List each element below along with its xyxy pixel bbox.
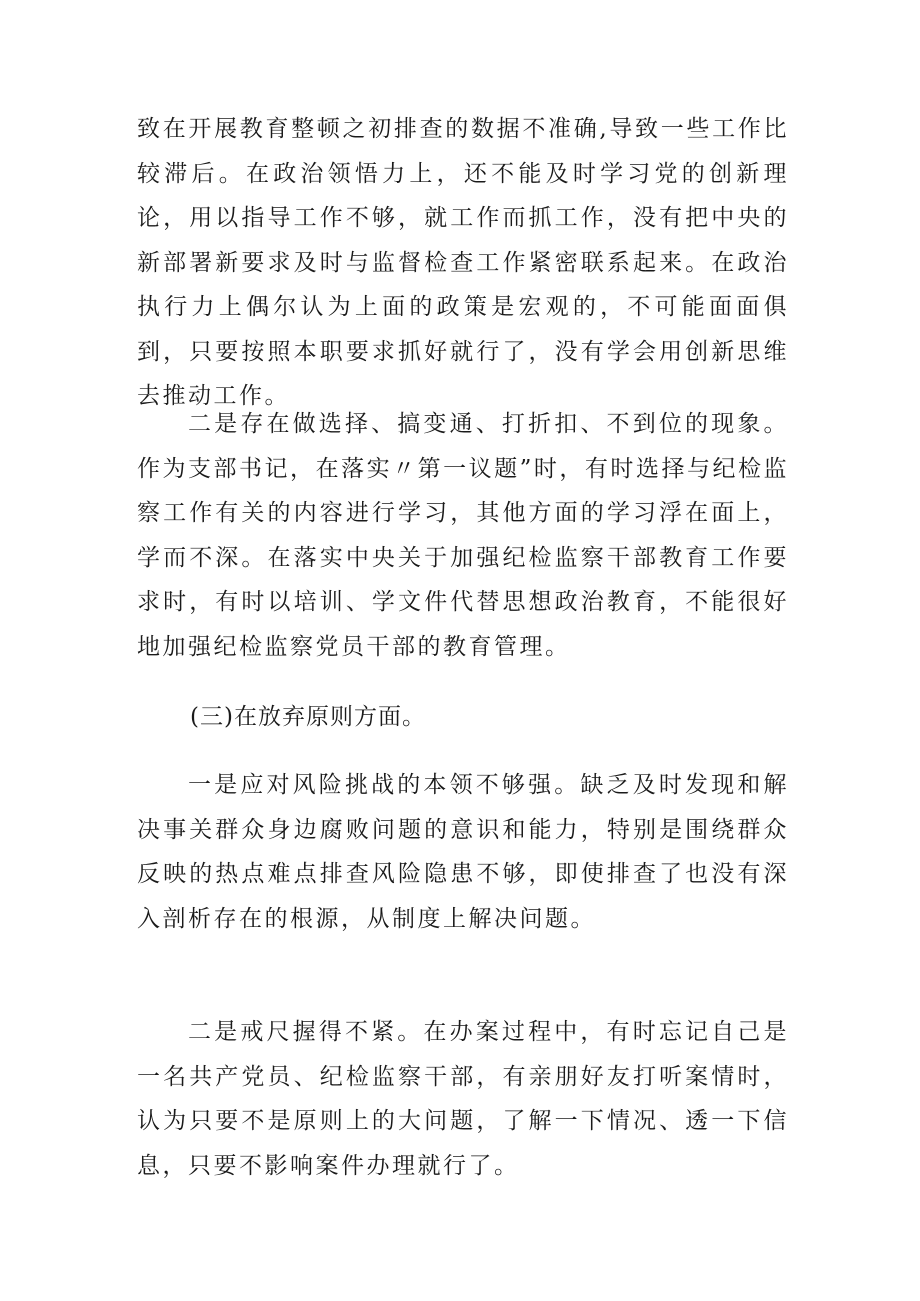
paragraph-risk-handling: 一是应对风险挑战的本领不够强。缺乏及时发现和解决事关群众身边腐败问题的意识和能力，特别是围绕群众反映的热点难点排查风险隐患不够，即使排查了也没有深入剖析存在的根源，从制度上解决问题。: [137, 772, 789, 932]
paragraph-selective-implementation: 二是存在做选择、搞变通、打折扣、不到位的现象。作为支部书记，在落实〃第一议题”时，有时选择与纪检监察工作有关的内容进行学习，其他方面的学习浮在面上，学而不深。在落实中央关于加强纪检监察干部教育工作要求时，有时以培训、学文件代替思想政治教育，不能很好地加强纪检监察党员干部的教育管理。: [137, 411, 789, 660]
paragraph-political-understanding: 致在开展教育整顿之初排查的数据不准确,导致一些工作比较滞后。在政治领悟力上，还不能及时学习党的创新理论，用以指导工作不够，就工作而抓工作，没有把中央的新部署新要求及时与监督检查工作紧密联系起来。在政治执行力上偶尔认为上面的政策是宏观的，不可能面面俱到，只要按照本职要求抓好就行了，没有学会用创新思维去推动工作。: [137, 116, 789, 409]
paragraph-discipline: 二是戒尺握得不紧。在办案过程中，有时忘记自己是一名共产党员、纪检监察干部，有亲朋好友打听案情时，认为只要不是原则上的大问题，了解一下情况、透一下信息，只要不影响案件办理就行了。: [137, 1019, 789, 1179]
section-heading-abandoning-principles: (三)在放弃原则方面。: [190, 704, 426, 730]
